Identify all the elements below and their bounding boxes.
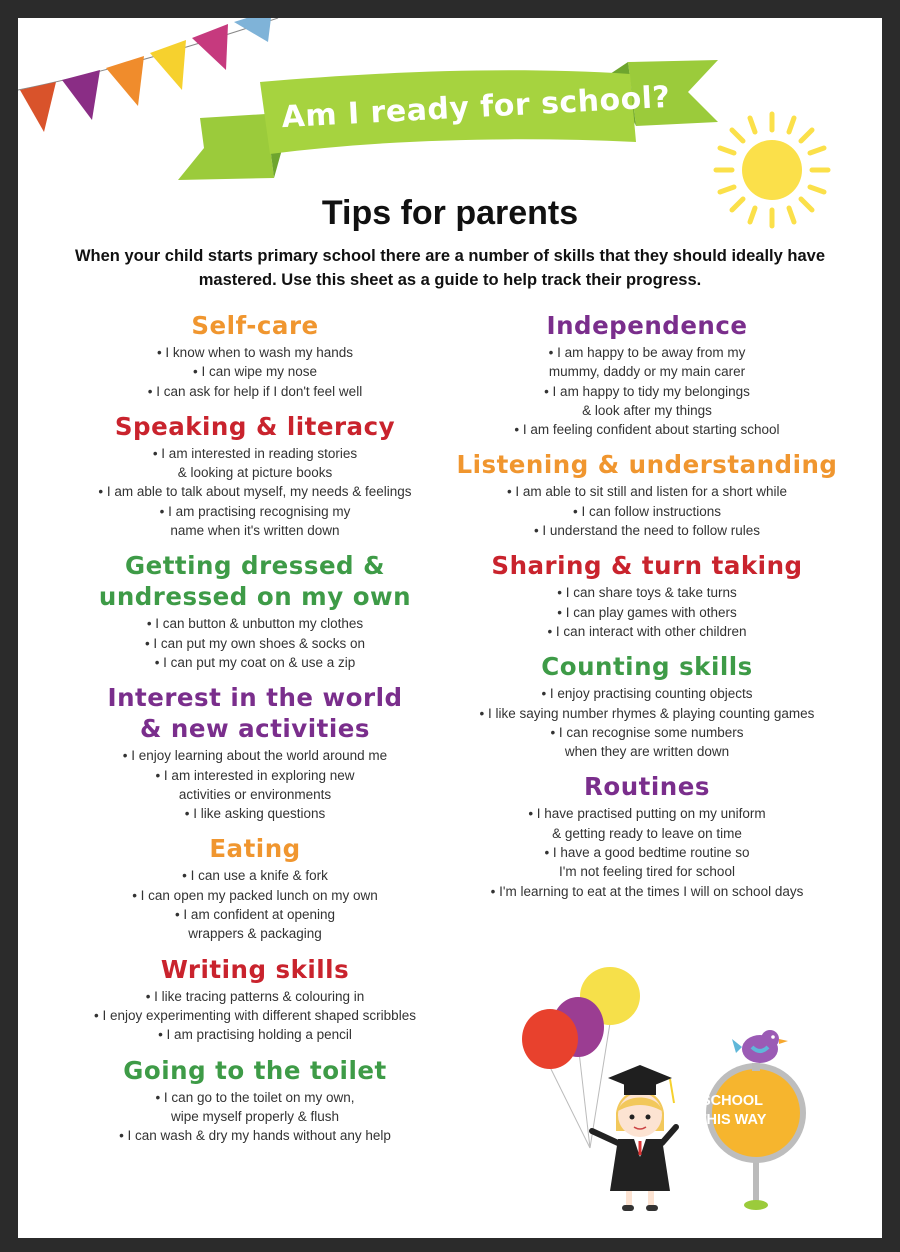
section-going-to-the-toilet: [66, 1055, 444, 1146]
checklist: [450, 804, 844, 900]
checklist: [66, 444, 444, 540]
checklist-item: • I have practised putting on my uniform & getting ready to leave on time: [528, 806, 766, 841]
checklist-item: • I am practising holding a pencil: [158, 1027, 352, 1043]
intro-text: When your child starts primary school there are a number of skills that they should ideally have mastered. Use this sheet as a guide to help track their progress.: [74, 247, 826, 289]
checklist: [66, 746, 444, 823]
checklist-item: • I am practising recognising my name when it's written down: [159, 503, 351, 539]
graduate-girl-icon: [592, 1065, 676, 1211]
checklist-item: • I enjoy practising counting objects: [541, 686, 753, 702]
school-this-way-sign: SCHOOL THIS WAY: [697, 1093, 767, 1128]
checklist-item: • I can wash & dry my hands without any help: [119, 1128, 391, 1144]
section-heading: Writing skills: [160, 954, 350, 984]
section-getting-dressed-undressed-on-my-own: [66, 550, 444, 672]
checklist-item: • I can use a knife & fork: [182, 868, 328, 884]
section-sharing-turn-taking: [450, 550, 844, 641]
section-heading: Interest in the world & new activities: [107, 683, 403, 744]
section-eating: [66, 833, 444, 943]
section-heading: Routines: [584, 772, 710, 802]
checklist-item: • I am able to sit still and listen for a short while: [506, 484, 788, 500]
checklist-item: • I enjoy learning about the world around me: [122, 748, 388, 764]
section-interest-in-the-world-new-activities: [66, 682, 444, 823]
checklist-item: • I am able to talk about myself, my needs & feelings: [98, 484, 412, 500]
checklist-item: • I can follow instructions: [572, 503, 722, 519]
checklist: [450, 343, 844, 439]
checklist-item: • I like asking questions: [184, 806, 326, 822]
section-writing-skills: [66, 954, 444, 1045]
checklist: [66, 343, 444, 401]
checklist-item: • I can button & unbutton my clothes: [146, 616, 364, 632]
checklist-item: • I can ask for help if I don't feel well: [147, 383, 363, 399]
checklist-item: • I'm learning to eat at the times I will on school days: [490, 883, 804, 899]
checklist-item: • I am interested in exploring new activities or environments: [155, 767, 355, 802]
section-heading: Sharing & turn taking: [491, 551, 803, 581]
checklist-item: • I am happy to be away from my mummy, daddy or my main carer: [548, 345, 746, 380]
checklist-item: • I can share toys & take turns: [557, 585, 737, 601]
banner-title: Am I ready for school?: [280, 79, 672, 136]
section-heading: Listening & understanding: [456, 450, 838, 480]
checklist-item: • I am feeling confident about starting school: [514, 422, 780, 438]
checklist-item: • I can put my coat on & use a zip: [154, 654, 356, 670]
section-heading: Self-care: [191, 311, 319, 340]
signpost-icon: [706, 1063, 806, 1210]
page-title: Tips for parents: [321, 194, 579, 232]
section-listening-understanding: [450, 449, 844, 540]
checklist-item: • I like saying number rhymes & playing counting games: [479, 705, 815, 721]
checklist-item: • I can wipe my nose: [192, 364, 318, 380]
section-heading: Going to the toilet: [123, 1055, 387, 1085]
checklist: [66, 1088, 444, 1146]
checklist: [450, 482, 844, 540]
checklist-item: • I am confident at opening wrappers & packaging: [174, 907, 336, 942]
poster-sheet: [18, 18, 882, 1238]
checklist-item: • I understand the need to follow rules: [533, 523, 761, 539]
checklist-item: • I can play games with others: [557, 604, 737, 620]
checklist-item: • I can recognise some numbers when they are written down: [550, 724, 744, 760]
section-self-care: [66, 310, 444, 401]
checklist: [450, 684, 844, 761]
checklist-item: • I can interact with other children: [547, 623, 747, 639]
checklist-item: • I have a good bedtime routine so I'm not feeling tired for school: [544, 845, 750, 880]
section-speaking-literacy: [66, 411, 444, 540]
section-heading: Independence: [546, 311, 748, 340]
checklist-item: • I can go to the toilet on my own, wipe myself properly & flush: [155, 1089, 355, 1124]
left-column: [66, 310, 444, 1155]
checklist-item: • I can open my packed lunch on my own: [132, 887, 378, 903]
section-heading: Getting dressed & undressed on my own: [98, 551, 412, 612]
section-heading: Counting skills: [541, 652, 753, 682]
section-heading: Eating: [209, 834, 301, 864]
right-column: [450, 310, 844, 911]
checklist: [450, 583, 844, 641]
section-independence: [450, 310, 844, 439]
section-heading: Speaking & literacy: [114, 411, 396, 441]
checklist-item: • I like tracing patterns & colouring in: [145, 988, 365, 1004]
illustration: [498, 943, 828, 1218]
checklist-item: • I am interested in reading stories & looking at picture books: [152, 445, 358, 481]
bird-icon: [732, 1030, 788, 1063]
checklist: [66, 614, 444, 672]
checklist: [66, 987, 444, 1045]
checklist-item: • I am happy to tidy my belongings & look after my things: [544, 383, 750, 418]
checklist-item: • I enjoy experimenting with different shaped scribbles: [94, 1007, 416, 1023]
checklist: [66, 866, 444, 943]
section-counting-skills: [450, 651, 844, 761]
section-routines: [450, 771, 844, 900]
checklist-item: • I know when to wash my hands: [156, 345, 354, 360]
checklist-item: • I can put my own shoes & socks on: [144, 635, 366, 651]
